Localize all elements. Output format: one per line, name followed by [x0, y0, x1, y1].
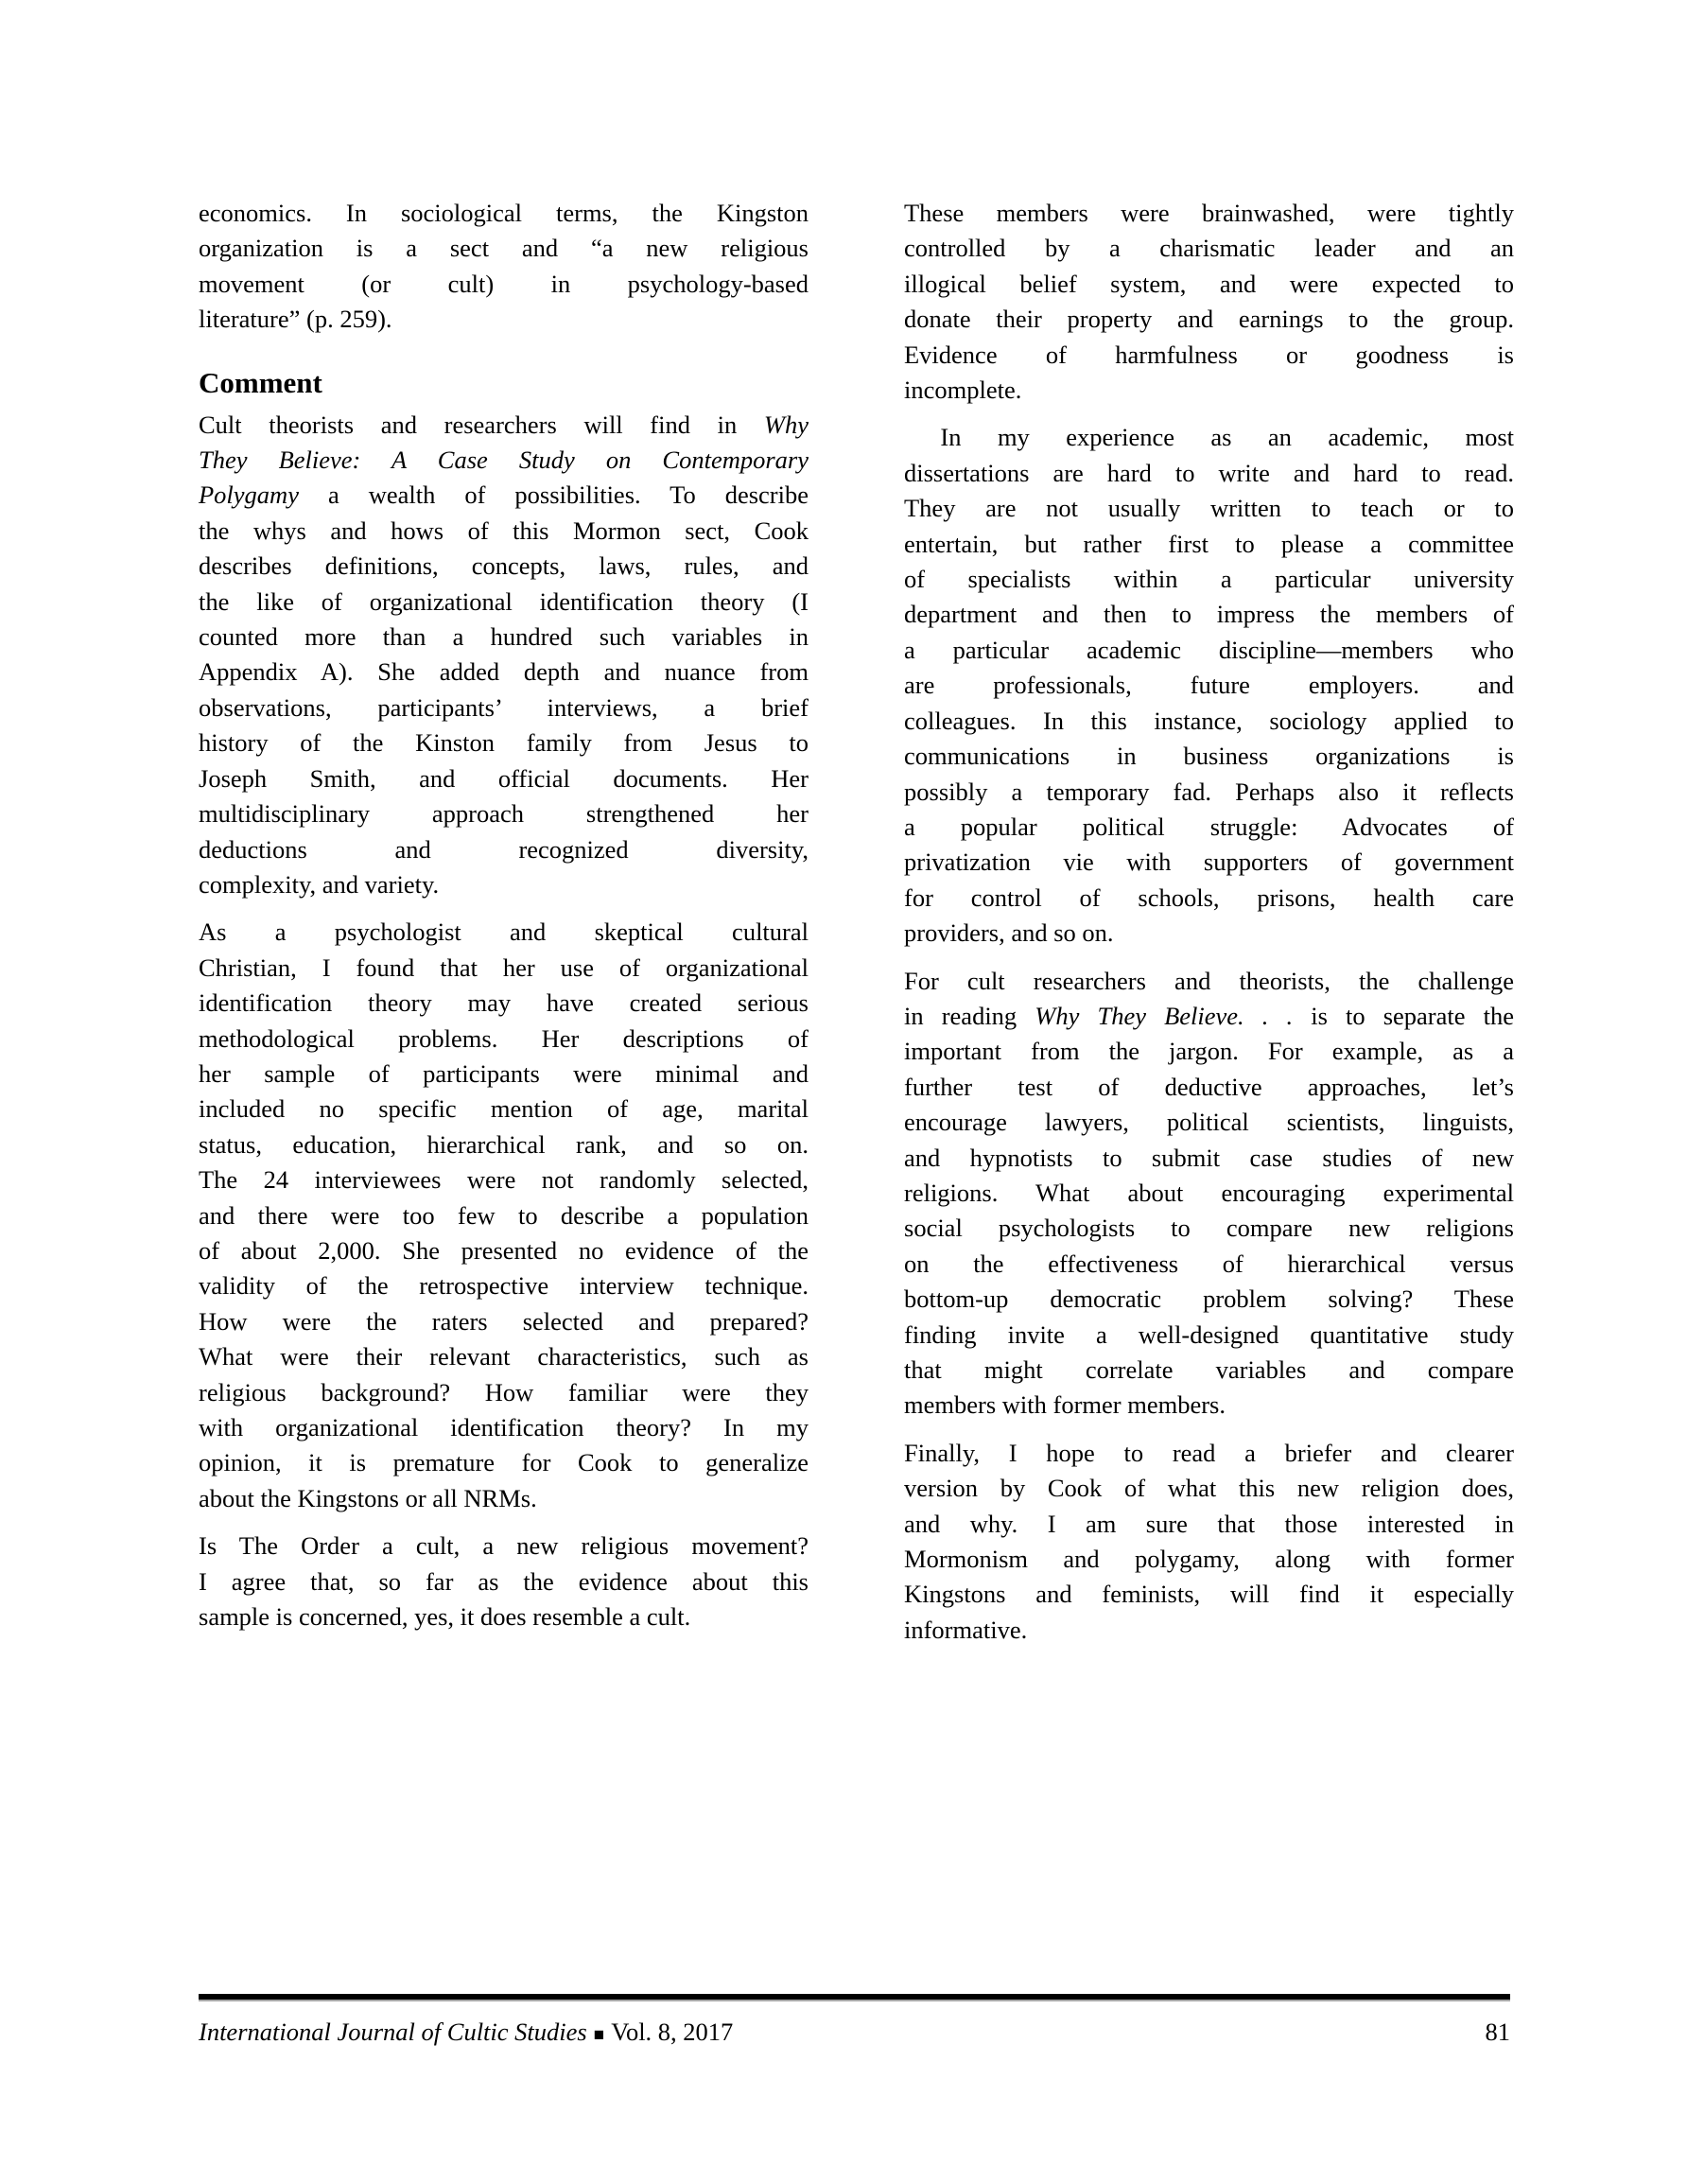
text-line: the like of organizational identification theory (I: [199, 586, 809, 616]
text-line: of specialists within a particular university: [904, 565, 1514, 594]
text-line: religions. What about encouraging experimental: [904, 1178, 1514, 1207]
text-line: Finally, I hope to read a briefer and clearer: [904, 1438, 1514, 1467]
paragraph: [904, 1436, 1514, 1648]
text-line: Cult theorists and researchers will find in Why: [199, 410, 809, 439]
text-line: religious background? How familiar were they: [199, 1377, 809, 1406]
text-line: Is The Order a cult, a new religious movement?: [199, 1531, 809, 1561]
text-line: As a psychologist and skeptical cultural: [199, 917, 809, 947]
text-line: her sample of participants were minimal and: [199, 1058, 809, 1088]
text-line: encourage lawyers, political scientists, linguists,: [904, 1108, 1514, 1137]
text-line: What were their relevant characteristics, such as: [199, 1342, 809, 1372]
text-line: informative.: [904, 1615, 1028, 1644]
text-line: bottom-up democratic problem solving? These: [904, 1284, 1514, 1314]
text-line: counted more than a hundred such variables in: [199, 622, 809, 652]
text-line: privatization vie with supporters of government: [904, 847, 1514, 877]
text-line: are professionals, future employers. and: [904, 671, 1514, 700]
square-separator-icon: ■: [593, 2025, 605, 2045]
text-line: and there were too few to describe a population: [199, 1200, 809, 1230]
text-line: illogical belief system, and were expected to: [904, 269, 1514, 298]
footer-journal-line: [199, 2015, 733, 2053]
text-line: How were the raters selected and prepared?: [199, 1306, 809, 1336]
text-line: a popular political struggle: Advocates of: [904, 812, 1514, 841]
paragraph: [904, 420, 1514, 951]
paragraph: [199, 408, 809, 903]
text-line: identification theory may have created serious: [199, 988, 809, 1018]
text-line: describes definitions, concepts, laws, rules, and: [199, 551, 809, 581]
paragraph: [199, 196, 809, 338]
text-line: movement (or cult) in psychology-based: [199, 269, 809, 298]
right-column: [904, 196, 1514, 1648]
paragraph: [199, 1529, 809, 1634]
page-number: 81: [1485, 2018, 1510, 2046]
text-line: Kingstons and feminists, will find it especially: [904, 1580, 1514, 1609]
text-line: Mormonism and polygamy, along with former: [904, 1545, 1514, 1574]
text-line: literature” (p. 259).: [199, 305, 392, 334]
text-line: donate their property and earnings to the group.: [904, 305, 1514, 334]
text-line: status, education, hierarchical rank, and so on.: [199, 1129, 809, 1159]
text-line: For cult researchers and theorists, the challenge: [904, 966, 1514, 995]
text-line: of about 2,000. She presented no evidence of the: [199, 1235, 809, 1265]
text-line: version by Cook of what this new religion does,: [904, 1474, 1514, 1503]
paragraph: [199, 915, 809, 1516]
text-line: controlled by a charismatic leader and an: [904, 234, 1514, 263]
footer-rule: [199, 1994, 1510, 2000]
text-line: communications in business organizations is: [904, 742, 1514, 771]
text-line: Appendix A). She added depth and nuance from: [199, 657, 809, 687]
text-line: Polygamy a wealth of possibilities. To describe: [199, 480, 809, 510]
text-line: organization is a sect and “a new religious: [199, 234, 809, 263]
text-line: economics. In sociological terms, the Kingston: [199, 199, 809, 227]
text-line: Christian, I found that her use of organizational: [199, 952, 809, 982]
text-line: methodological problems. Her descriptions of: [199, 1023, 809, 1053]
text-line: I agree that, so far as the evidence about this: [199, 1566, 809, 1596]
text-line: further test of deductive approaches, let’s: [904, 1072, 1514, 1101]
text-line: on the effectiveness of hierarchical versus: [904, 1249, 1514, 1278]
paragraph: [904, 196, 1514, 408]
text-line: They Believe: A Case Study on Contemporary: [199, 446, 809, 475]
text-line: a particular academic discipline—members who: [904, 635, 1514, 664]
text-line: These members were brainwashed, were tightly: [904, 199, 1514, 227]
journal-title: International Journal of Cultic Studies: [199, 2018, 587, 2046]
text-line: colleagues. In this instance, sociology applied to: [904, 706, 1514, 735]
text-line: dissertations are hard to write and hard to read.: [904, 458, 1514, 487]
volume-info: Vol. 8, 2017: [611, 2018, 734, 2046]
text-line: and hypnotists to submit case studies of new: [904, 1143, 1514, 1172]
text-line: complexity, and variety.: [199, 869, 440, 899]
paragraph: [904, 964, 1514, 1424]
text-line: multidisciplinary approach strengthened her: [199, 799, 809, 829]
text-line: observations, participants’ interviews, a brief: [199, 692, 809, 722]
text-line: Joseph Smith, and official documents. Her: [199, 763, 809, 793]
text-line: for control of schools, prisons, health care: [904, 882, 1514, 912]
text-line: incomplete.: [904, 376, 1022, 405]
text-line: possibly a temporary fad. Perhaps also it reflects: [904, 777, 1514, 806]
text-line: included no specific mention of age, marital: [199, 1094, 809, 1124]
text-line: social psychologists to compare new religions: [904, 1214, 1514, 1243]
left-column: [199, 196, 809, 1634]
text-line: members with former members.: [904, 1390, 1226, 1420]
section-heading: Comment: [199, 365, 322, 399]
text-line: about the Kingstons or all NRMs.: [199, 1483, 537, 1512]
text-line: history of the Kinston family from Jesus to: [199, 728, 809, 758]
text-line: the whys and hows of this Mormon sect, Cook: [199, 515, 809, 545]
text-line: that might correlate variables and compare: [904, 1355, 1514, 1384]
text-line: important from the jargon. For example, as a: [904, 1037, 1514, 1066]
text-line: finding invite a well-designed quantitative study: [904, 1319, 1514, 1349]
text-line: Evidence of harmfulness or goodness is: [904, 340, 1514, 369]
text-line: providers, and so on.: [904, 918, 1114, 948]
text-line: with organizational identification theory? In my: [199, 1413, 809, 1441]
text-line: and why. I am sure that those interested in: [904, 1509, 1514, 1538]
text-line: In my experience as an academic, most: [904, 423, 1514, 452]
text-line: validity of the retrospective interview technique.: [199, 1271, 809, 1301]
text-line: entertain, but rather first to please a committee: [904, 529, 1514, 558]
text-line: sample is concerned, yes, it does resemble a cult.: [199, 1602, 691, 1632]
text-line: They are not usually written to teach or to: [904, 494, 1514, 523]
text-line: in reading Why They Believe. . . is to separate the: [904, 1001, 1514, 1030]
text-line: deductions and recognized diversity,: [199, 834, 809, 864]
text-line: department and then to impress the members of: [904, 600, 1514, 629]
text-line: The 24 interviewees were not randomly selected,: [199, 1165, 809, 1195]
text-line: opinion, it is premature for Cook to generalize: [199, 1448, 809, 1477]
footer: [199, 2015, 1510, 2053]
